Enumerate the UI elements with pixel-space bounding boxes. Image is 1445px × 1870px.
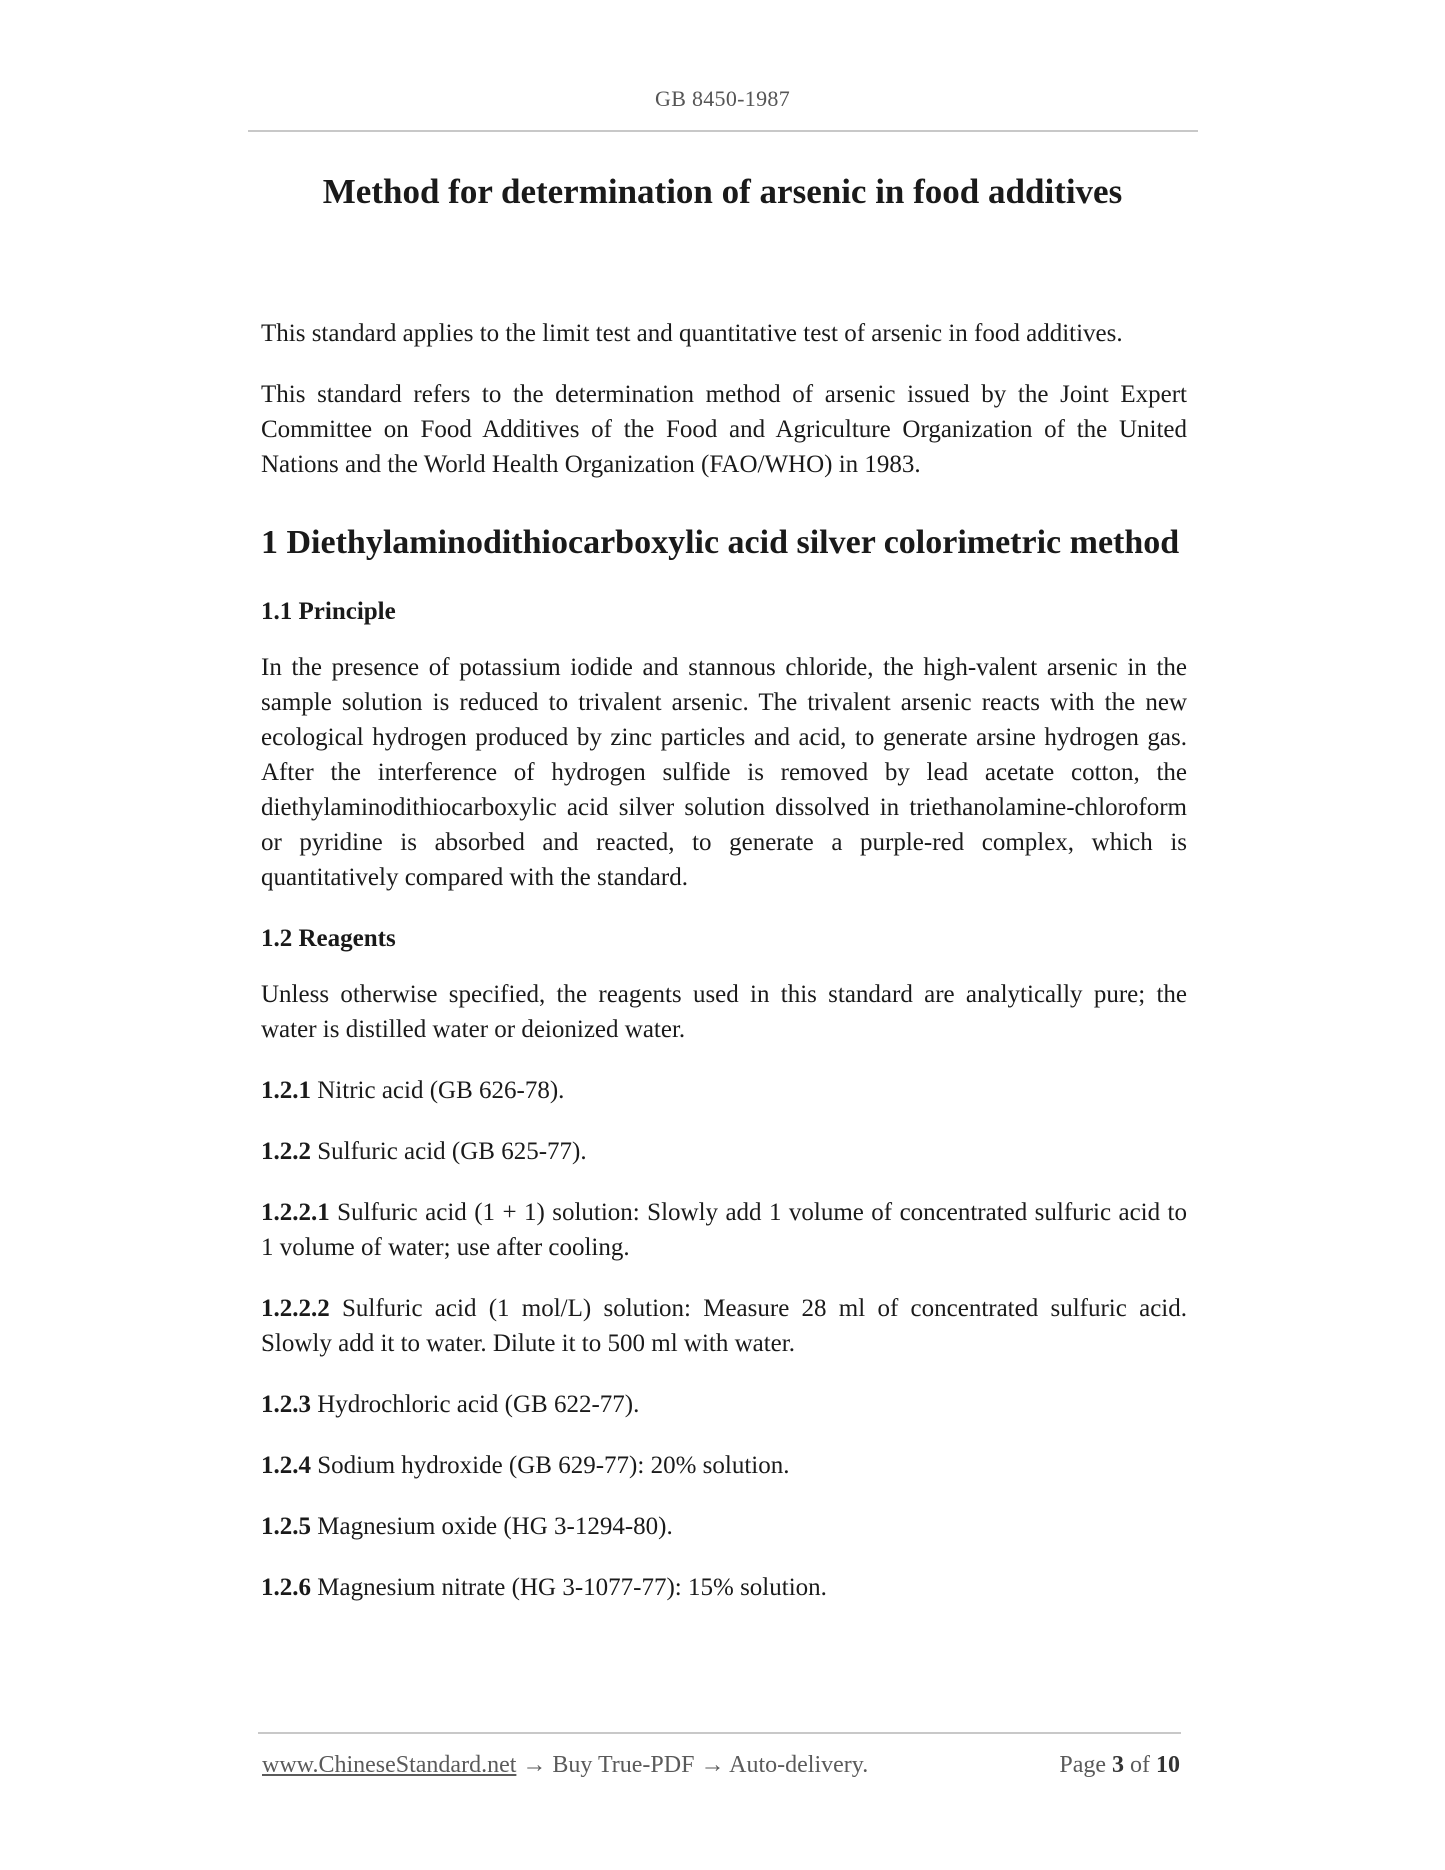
page-indicator — [1059, 1752, 1180, 1779]
reagents-intro-paragraph: Unless otherwise specified, the reagents used in this standard are analytically pure; the water is distilled water or deionized water. — [261, 981, 1187, 1043]
reagent-text: Sulfuric acid (1 mol/L) solution: Measure 28 ml of concentrated sulfuric acid. Slowly add it to water. Dilute it to 500 ml with water. — [261, 1295, 1187, 1357]
auto-delivery-text: Auto-delivery. — [729, 1752, 869, 1778]
reagent-number: 1.2.4 — [261, 1452, 311, 1479]
section-1-heading: 1 Diethylaminodithiocarboxylic acid silver colorimetric method — [261, 524, 1180, 561]
page-current: 3 — [1112, 1752, 1124, 1778]
reagent-item — [261, 1448, 1187, 1483]
buy-pdf-text: Buy True-PDF — [552, 1752, 695, 1778]
document-body — [261, 316, 1187, 1631]
page-total: 10 — [1156, 1752, 1180, 1778]
scope-paragraph: This standard applies to the limit test and quantitative test of arsenic in food additives. — [261, 320, 1123, 347]
reagent-text: Sulfuric acid (GB 625-77). — [311, 1138, 587, 1165]
principle-paragraph: In the presence of potassium iodide and stannous chloride, the high-valent arsenic in the sample solution is reduced to trivalent arsenic. The trivalent arsenic reacts with the new ecological hydrogen produced by zinc particles and acid, to generate arsine hydrogen gas. After the interference of hydrogen sulfide is removed by lead acetate cotton, the diethylaminodithiocarboxylic acid silver solution dissolved in triethanolamine-chloroform or pyridine is absorbed and reacted, to generate a purple-red complex, which is quantitatively compared with the standard. — [261, 654, 1187, 891]
reagent-number: 1.2.5 — [261, 1513, 311, 1540]
reagent-text: Nitric acid (GB 626-78). — [311, 1077, 565, 1104]
arrow-right-icon: → — [700, 1752, 725, 1778]
reagent-number: 1.2.1 — [261, 1077, 311, 1104]
reagent-item — [261, 1195, 1187, 1265]
reagent-item — [261, 1073, 1187, 1108]
principle-heading: 1.1 Principle — [261, 598, 396, 625]
footer-promo — [262, 1752, 868, 1779]
document-title: Method for determination of arsenic in food additives — [322, 172, 1123, 211]
document-code-header: GB 8450-1987 — [655, 86, 790, 111]
reagent-text: Hydrochloric acid (GB 622-77). — [311, 1391, 640, 1418]
reagent-text: Magnesium nitrate (HG 3-1077-77): 15% solution. — [311, 1574, 827, 1601]
reagent-item — [261, 1387, 1187, 1422]
site-link[interactable]: www.ChineseStandard.net — [262, 1752, 517, 1778]
reagent-number: 1.2.2.2 — [261, 1295, 330, 1322]
reagent-text: Sodium hydroxide (GB 629-77): 20% solution. — [311, 1452, 790, 1479]
reagent-item — [261, 1570, 1187, 1605]
reagent-text: Magnesium oxide (HG 3-1294-80). — [311, 1513, 673, 1540]
reagent-number: 1.2.2 — [261, 1138, 311, 1165]
page-of-label: of — [1130, 1752, 1150, 1778]
reference-paragraph: This standard refers to the determination method of arsenic issued by the Joint Expert Committee on Food Additives of the Food and Agriculture Organization of the United Nations and the World Health Organization (FAO/WHO) in 1983. — [261, 381, 1187, 478]
reagent-number: 1.2.3 — [261, 1391, 311, 1418]
header-divider — [248, 130, 1198, 132]
reagent-item — [261, 1134, 1187, 1169]
reagents-heading: 1.2 Reagents — [261, 925, 396, 952]
arrow-right-icon: → — [522, 1752, 547, 1778]
reagent-number: 1.2.2.1 — [261, 1199, 330, 1226]
reagent-number: 1.2.6 — [261, 1574, 311, 1601]
reagent-item — [261, 1291, 1187, 1361]
reagent-item — [261, 1509, 1187, 1544]
reagent-text: Sulfuric acid (1 + 1) solution: Slowly add 1 volume of concentrated sulfuric acid to 1 volume of water; use after cooling. — [261, 1199, 1187, 1261]
page-label: Page — [1059, 1752, 1106, 1778]
footer-divider — [258, 1732, 1181, 1734]
